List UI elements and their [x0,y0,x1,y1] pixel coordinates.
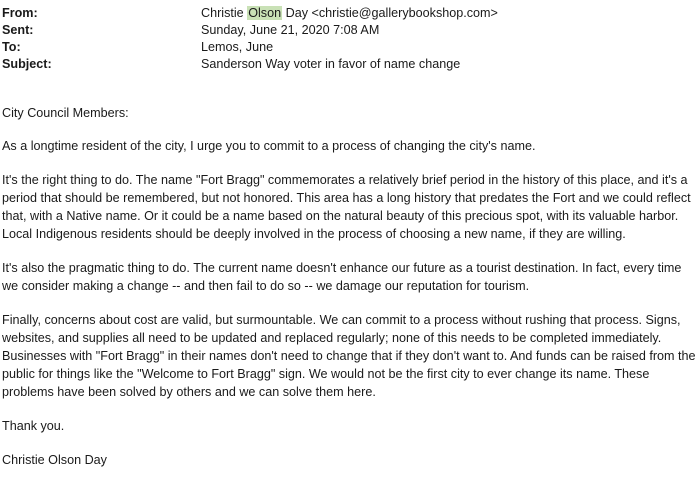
paragraph-3: It's also the pragmatic thing to do. The current name doesn't enhance our future as a tourist destination. In fact, every time we consider making a change -- and then fail to do so -- we damage our reputation for tourism. [2,261,682,293]
to-row [2,39,692,56]
subject-label: Subject: [2,57,52,71]
email-body [2,104,696,485]
sent-row [2,22,692,39]
from-name-first: Christie [201,6,244,20]
paragraph-4: Finally, concerns about cost are valid, but surmountable. We can commit to a process without rushing that process. Signs, websites, and supplies all need to be updated and replaced regularly; none of this needs to be completed immediately. Businesses with "Fort Bragg" in their names don't need to change that if they don't want to. And funds can be raised from the public for things like the "Welcome to Fort Bragg" sign. We would not be the first city to ever change its name. These problems have been solved by others and we can solve them here. [2,313,696,399]
signature: Christie Olson Day [2,453,107,467]
to-value: Lemos, June [201,40,274,54]
sent-value: Sunday, June 21, 2020 7:08 AM [201,23,380,37]
from-name-last: Day [285,6,309,20]
email-header [2,5,692,73]
greeting: City Council Members: [2,106,129,120]
sent-label: Sent: [2,23,34,37]
to-label: To: [2,40,21,54]
from-name-highlight: Olson [248,6,282,20]
from-email: <christie@gallerybookshop.com> [311,6,498,20]
closing: Thank you. [2,419,65,433]
from-row [2,5,692,22]
subject-value: Sanderson Way voter in favor of name change [201,57,461,71]
from-value [201,5,498,22]
subject-row [2,56,692,73]
from-label: From: [2,6,38,20]
paragraph-1: As a longtime resident of the city, I urge you to commit to a process of changing the city's name. [2,139,536,153]
paragraph-2: It's the right thing to do. The name "Fort Bragg" commemorates a relatively brief period in the history of this place, and it's a period that should be remembered, but not honored. This area has a long history that predates the Fort and we could reflect that, with a Native name. Or it could be a name based on the natural beauty of this precious spot, with its valuable harbor. Local Indigenous residents should be deeply involved in the process of choosing a new name, if they are willing. [2,173,691,241]
